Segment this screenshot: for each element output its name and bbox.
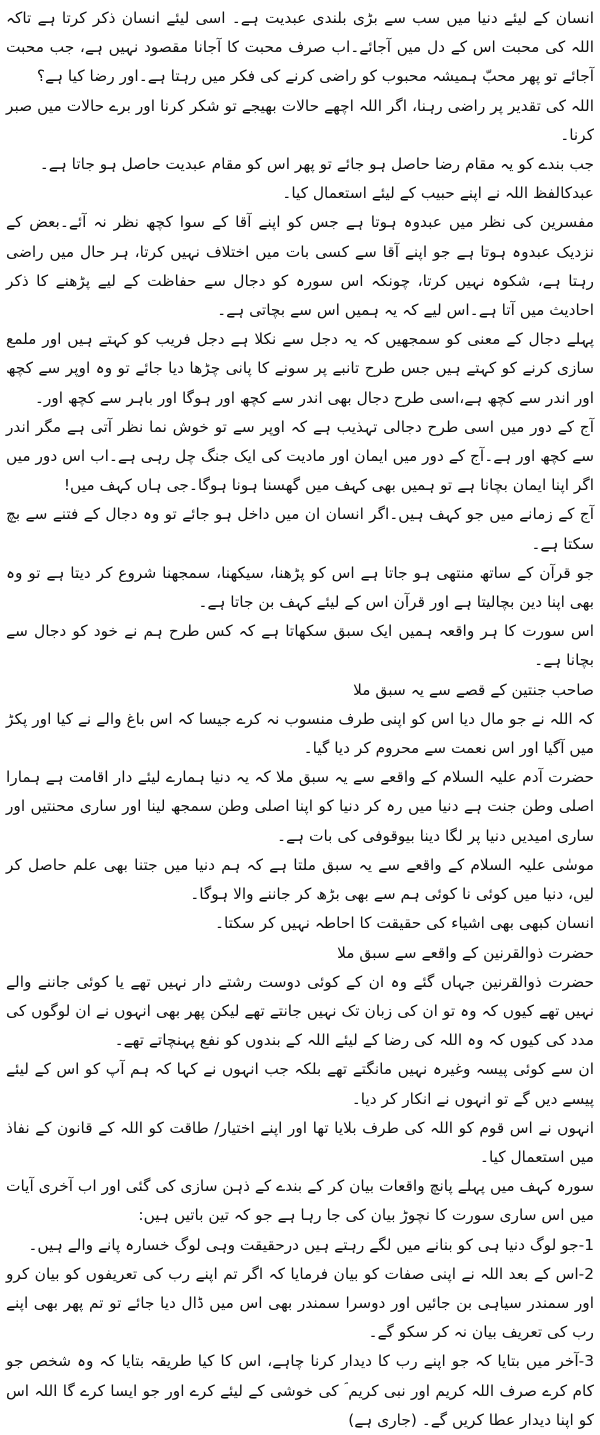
paragraph: عبدکالفظ اللہ نے اپنے حبیب کے لیئے استعمال کیا۔ xyxy=(282,184,594,203)
paragraph: انہوں نے اس قوم کو اللہ کی طرف بلایا تھا اور اپنے اختیار/ طاقت کو اللہ کے قانون کے نفاذ میں استعمال کیا۔ xyxy=(6,1118,594,1166)
section-heading: صاحب جنتین کے قصے سے یہ سبق ملا xyxy=(353,680,594,699)
paragraph: پہلے دجال کے معنی کو سمجھیں کہ یہ دجل سے نکلا ہے دجل فریب کو کہتے ہیں اور ملمع سازی کرنے کو کہتے ہیں جس طرح تانبے پر سونے کا پانی چڑھا دیا جائے تو وہ اوپر سے کچھ اور اندر سے کچھ ہے،اسی طرح دجال بھی اندر سے کچھ اور ہوگا اور باہر سے کچھ اور۔ xyxy=(6,330,594,407)
paragraph: اس سورت کا ہر واقعہ ہمیں ایک سبق سکھاتا ہے کہ کس طرح ہم نے خود کو دجال سے بچانا ہے۔ xyxy=(6,622,594,670)
paragraph: انسان کبھی بھی اشیاء کی حقیقت کا احاطہ نہیں کر سکتا۔ xyxy=(214,914,594,933)
paragraph: سورہ کہف میں پہلے پانچ واقعات بیان کر کے بندے کے ذہن سازی کی گئی اور اب آخری آیات میں اس ساری سورت کا نچوڑ بیان کی جا رہا ہے جو کہ تین باتیں ہیں: xyxy=(6,1177,594,1225)
list-item: 1-جو لوگ دنیا ہی کو بنانے میں لگے رہتے ہیں درحقیقت وہی لوگ خسارہ پانے والے ہیں۔ xyxy=(28,1235,594,1254)
paragraph: اللہ کی تقدیر پر راضی رہنا، اگر اللہ اچھے حالات بھیجے تو شکر کرنا اور برے حالات میں صبر کرنا۔ xyxy=(6,96,594,144)
paragraph: کہ اللہ نے جو مال دیا اس کو اپنی طرف منسوب نہ کرے جیسا کہ اس باغ والے نے کیا اور پکڑ میں آگیا اور اس نعمت سے محروم کر دیا گیا۔ xyxy=(6,709,594,758)
list-item: 2-اس کے بعد اللہ نے اپنی صفات کو بیان فرمایا کہ اگر تم اپنے رب کی تعریفوں کو بیان کرو اور سمندر سیاہی بن جائیں اور دوسرا سمندر بھی اس میں ڈال دیا جائے تو تم پھر بھی اپنے رب کی تعریف بیان نہ کر سکو گے۔ xyxy=(6,1264,594,1342)
paragraph: انسان کے لیئے دنیا میں سب سے بڑی بلندی عبدیت ہے۔ اسی لیئے انسان ذکر کرتا ہے تاکہ اللہ کی محبت اس کے دل میں آجائے۔اب صرف محبت کا آجانا مقصود نہیں ہے، جب محبت آجائے تو پھر محبّ ہمیشہ محبوب کو راضی کرنے کی فکر میں رہتا ہے۔اور رضا کیا ہے؟ xyxy=(6,9,594,86)
paragraph: آج کے زمانے میں جو کہف ہیں۔اگر انسان ان میں داخل ہو جائے تو وہ دجال کے فتنے سے بچ سکتا ہے۔ xyxy=(6,505,594,553)
paragraph: ان سے کوئی پیسہ وغیرہ نہیں مانگتے تھے بلکہ جب انہوں نے کہا کہ ہم آپ کو اس کے لیئے پیسے دیں گے تو انہوں نے انکار کر دیا۔ xyxy=(6,1060,594,1108)
paragraph: جو قرآن کے ساتھ منتھی ہو جاتا ہے اس کو پڑھنا، سیکھنا، سمجھنا شروع کر دیتا ہے تو وہ بھی اپنا دین بچالیتا ہے اور قرآن اس کے لیئے کہف بن جاتا ہے۔ xyxy=(6,563,594,612)
paragraph: مفسرین کی نظر میں عبدوہ ہوتا ہے جس کو اپنے آقا کے سوا کچھ نظر نہ آئے۔بعض کے نزدیک عبدوہ ہوتا ہے جو اپنے آقا سے کسی بات میں اختلاف نہیں کرتا، ہر حال میں راضی رہتا ہے، شکوہ نہیں کرتا، چونکہ اس سورہ کو دجال سے حفاظت کے لیے پڑھنے کا ذکر احادیث میں آتا ہے۔اس لیے کہ یہ ہمیں اس سے بچاتی ہے۔ xyxy=(6,213,594,320)
paragraph: آج کے دور میں اسی طرح دجالی تہذیب ہے کہ اوپر سے تو خوش نما نظر آتی ہے مگر اندر سے کچھ اور ہے۔آج کے دور میں ایمان اور مادیت کی ایک جنگ چل رہی ہے۔اب اس دور میں اگر اپنا ایمان بچانا ہے تو ہمیں بھی کہف میں گھسنا ہونا ہوگا۔جی ہاں کہف میں! xyxy=(6,417,594,495)
list-item: 3-آخر میں بتایا کہ جو اپنے رب کا دیدار کرنا چاہے، اس کا کیا طریقہ بتایا کہ وہ شخص جو کام کرے صرف اللہ کریم اور نبی کریم ؐ کی خوشی کے لیئے کرے اور جو ایسا کرے گا اللہ اس کو اپنا دیدار عطا کریں گے۔ (جاری ہے) xyxy=(6,1352,594,1429)
section-heading: حضرت ذوالقرنین کے واقعے سے سبق ملا xyxy=(337,943,594,962)
paragraph: حضرت ذوالقرنین جہاں گئے وہ ان کے کوئی دوست رشتے دار نہیں تھے یا کوئی جاننے والے نہیں تھے کیوں کہ وہ تو ان کی زبان تک نہیں جانتے تھے لیکن پھر بھی انہوں نے ان لوگوں کی مدد کی کیوں کہ وہ اللہ کی رضا کے لیئے اللہ کے بندوں کو نفع پہنچاتے تھے۔ xyxy=(6,972,594,1050)
paragraph: جب بندے کو یہ مقام رضا حاصل ہو جائے تو پھر اس کو مقام عبدیت حاصل ہو جاتا ہے۔ xyxy=(39,155,594,174)
paragraph: حضرت آدم علیہ السلام کے واقعے سے یہ سبق ملا کہ یہ دنیا ہمارے لیئے دار اقامت ہے ہمارا اصلی وطن جنت ہے دنیا میں رہ کر دنیا کو اپنا اصلی وطن سمجھ لینا اور ساری محنتیں اور ساری امیدیں دنیا پر لگا دینا بیوقوفی کی بات ہے۔ xyxy=(6,768,594,845)
paragraph: موسٰی علیہ السلام کے واقعے سے یہ سبق ملتا ہے کہ ہم دنیا میں جتنا بھی علم حاصل کر لیں، دنیا میں کوئی نا کوئی ہم سے بھی بڑھ کر جاننے والا ہوگا۔ xyxy=(6,855,594,904)
